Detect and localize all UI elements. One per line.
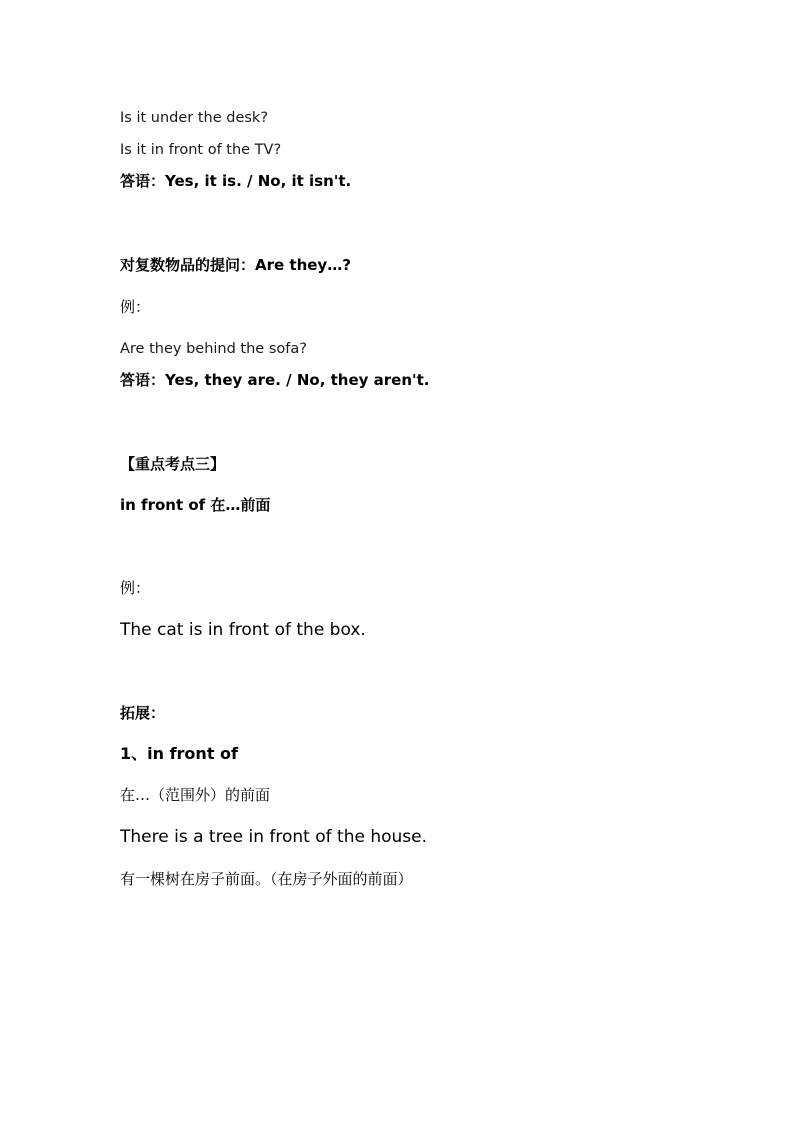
extension-item-1-title: 1、in front of	[120, 744, 238, 763]
answer-plural: 答语：Yes, they are. / No, they aren't.	[120, 371, 430, 389]
example-sentence-tree-translation: 有一棵树在房子前面。（在房子外面的前面）	[120, 870, 413, 888]
example-sentence-cat: The cat is in front of the box.	[120, 620, 366, 640]
example-label-1: 例：	[120, 298, 151, 316]
example-question-tv: Is it in front of the TV?	[120, 142, 282, 158]
extension-heading: 拓展：	[120, 704, 166, 722]
extension-item-1-meaning: 在…（范围外）的前面	[120, 786, 271, 804]
answer-singular: 答语：Yes, it is. / No, it isn't.	[120, 172, 352, 190]
example-question-sofa: Are they behind the sofa?	[120, 341, 307, 357]
example-label-2: 例：	[120, 579, 151, 597]
example-question-desk: Is it under the desk?	[120, 110, 269, 126]
example-sentence-tree: There is a tree in front of the house.	[120, 827, 428, 847]
key-point-three-heading: 【重点考点三】	[120, 455, 226, 473]
plural-question-heading: 对复数物品的提问：Are they…?	[120, 256, 351, 274]
phrase-in-front-of: in front of 在…前面	[120, 496, 271, 514]
